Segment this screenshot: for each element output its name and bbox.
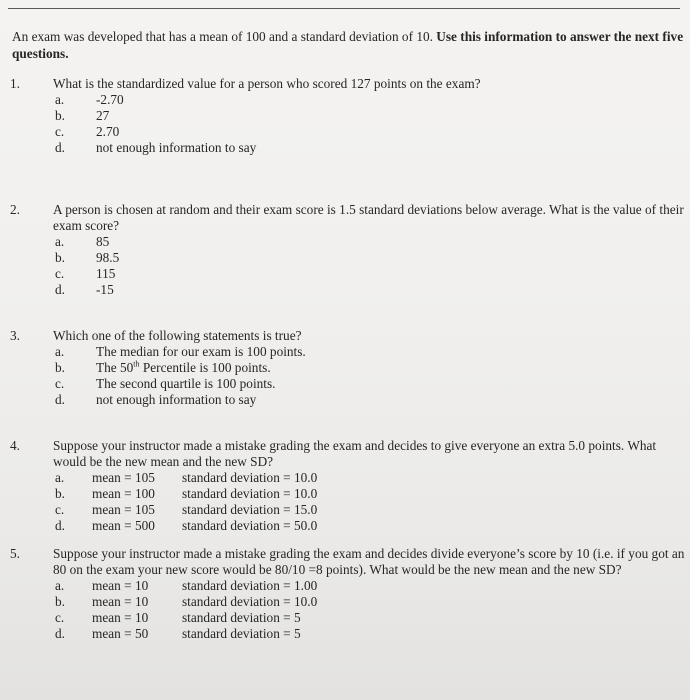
option-letter: c. <box>55 502 65 517</box>
option-text: not enough information to say <box>96 140 257 155</box>
option-letter: b. <box>55 594 65 609</box>
option-b <box>0 108 690 124</box>
option-mean: mean = 500 <box>92 518 155 533</box>
question-number: 5. <box>10 546 20 561</box>
intro-instruction: Use this information to answer the next five questions. <box>12 29 684 61</box>
question-number: 3. <box>10 328 20 343</box>
option-mean: mean = 105 <box>92 502 155 517</box>
option-mean: mean = 100 <box>92 486 155 501</box>
ordinal-suffix: th <box>133 359 140 369</box>
option-text: -15 <box>96 282 114 297</box>
option-text <box>96 360 271 376</box>
option-letter: d. <box>55 626 65 641</box>
option-letter: b. <box>55 250 65 265</box>
option-c <box>0 266 690 282</box>
intro-paragraph <box>12 28 688 62</box>
option-letter: d. <box>55 518 65 533</box>
option-a <box>0 344 690 360</box>
option-a <box>0 234 690 250</box>
option-text: 27 <box>96 108 110 123</box>
question-stem: A person is chosen at random and their exam score is 1.5 standard deviations below average. What is the value of their exam score? <box>53 202 684 233</box>
option-mean: mean = 10 <box>92 610 149 625</box>
option-text: 2.70 <box>96 124 120 139</box>
option-mean: mean = 10 <box>92 578 149 593</box>
option-sd: standard deviation = 5 <box>182 626 301 641</box>
option-a <box>0 470 690 486</box>
option-letter: c. <box>55 124 65 139</box>
option-letter: a. <box>55 92 65 107</box>
option-c <box>0 124 690 140</box>
option-letter: c. <box>55 376 65 391</box>
question-stem: Suppose your instructor made a mistake grading the exam and decides divide everyone’s score by 10 (i.e. if you got an 80 on the exam your new score would be 80/10 =8 points). What would be the new mean and the new SD? <box>53 546 685 577</box>
option-sd: standard deviation = 15.0 <box>182 502 318 517</box>
option-mean: mean = 50 <box>92 626 149 641</box>
option-text: The median for our exam is 100 points. <box>96 344 306 359</box>
option-letter: a. <box>55 344 65 359</box>
option-text: not enough information to say <box>96 392 257 407</box>
option-letter: a. <box>55 234 65 249</box>
option-mean: mean = 10 <box>92 594 149 609</box>
option-b <box>0 250 690 266</box>
option-b <box>0 360 690 376</box>
option-letter: c. <box>55 610 65 625</box>
option-letter: a. <box>55 470 65 485</box>
option-sd: standard deviation = 10.0 <box>182 470 318 485</box>
option-text-pre: The 50 <box>96 360 134 375</box>
option-letter: a. <box>55 578 65 593</box>
option-letter: d. <box>55 282 65 297</box>
option-mean: mean = 105 <box>92 470 155 485</box>
option-letter: d. <box>55 392 65 407</box>
option-b <box>0 486 690 502</box>
intro-text: An exam was developed that has a mean of 100 and a standard deviation of 10. <box>12 29 433 44</box>
question-stem: Which one of the following statements is true? <box>53 328 302 343</box>
option-d <box>0 140 690 156</box>
option-text: 85 <box>96 234 110 249</box>
option-letter: c. <box>55 266 65 281</box>
option-letter: b. <box>55 486 65 501</box>
option-letter: b. <box>55 108 65 123</box>
question-number: 2. <box>10 202 20 217</box>
option-sd: standard deviation = 10.0 <box>182 486 318 501</box>
option-sd: standard deviation = 10.0 <box>182 594 318 609</box>
question-stem: What is the standardized value for a person who scored 127 points on the exam? <box>53 76 481 91</box>
option-letter: b. <box>55 360 65 375</box>
top-rule <box>8 8 680 9</box>
option-sd: standard deviation = 1.00 <box>182 578 318 593</box>
option-text: 115 <box>96 266 116 281</box>
option-c <box>0 376 690 392</box>
question-number: 1. <box>10 76 20 91</box>
option-d <box>0 392 690 408</box>
option-text: 98.5 <box>96 250 120 265</box>
option-c <box>0 502 690 518</box>
option-d <box>0 626 690 642</box>
option-text-post: Percentile is 100 points. <box>139 360 271 375</box>
option-b <box>0 594 690 610</box>
option-text: The second quartile is 100 points. <box>96 376 276 391</box>
option-text: -2.70 <box>96 92 124 107</box>
option-d <box>0 518 690 534</box>
question-number: 4. <box>10 438 20 453</box>
option-a <box>0 92 690 108</box>
option-a <box>0 578 690 594</box>
option-letter: d. <box>55 140 65 155</box>
question-stem: Suppose your instructor made a mistake grading the exam and decides to give everyone an extra 5.0 points. What would be the new mean and the new SD? <box>53 438 657 469</box>
option-c <box>0 610 690 626</box>
option-sd: standard deviation = 5 <box>182 610 301 625</box>
option-d <box>0 282 690 298</box>
option-sd: standard deviation = 50.0 <box>182 518 318 533</box>
